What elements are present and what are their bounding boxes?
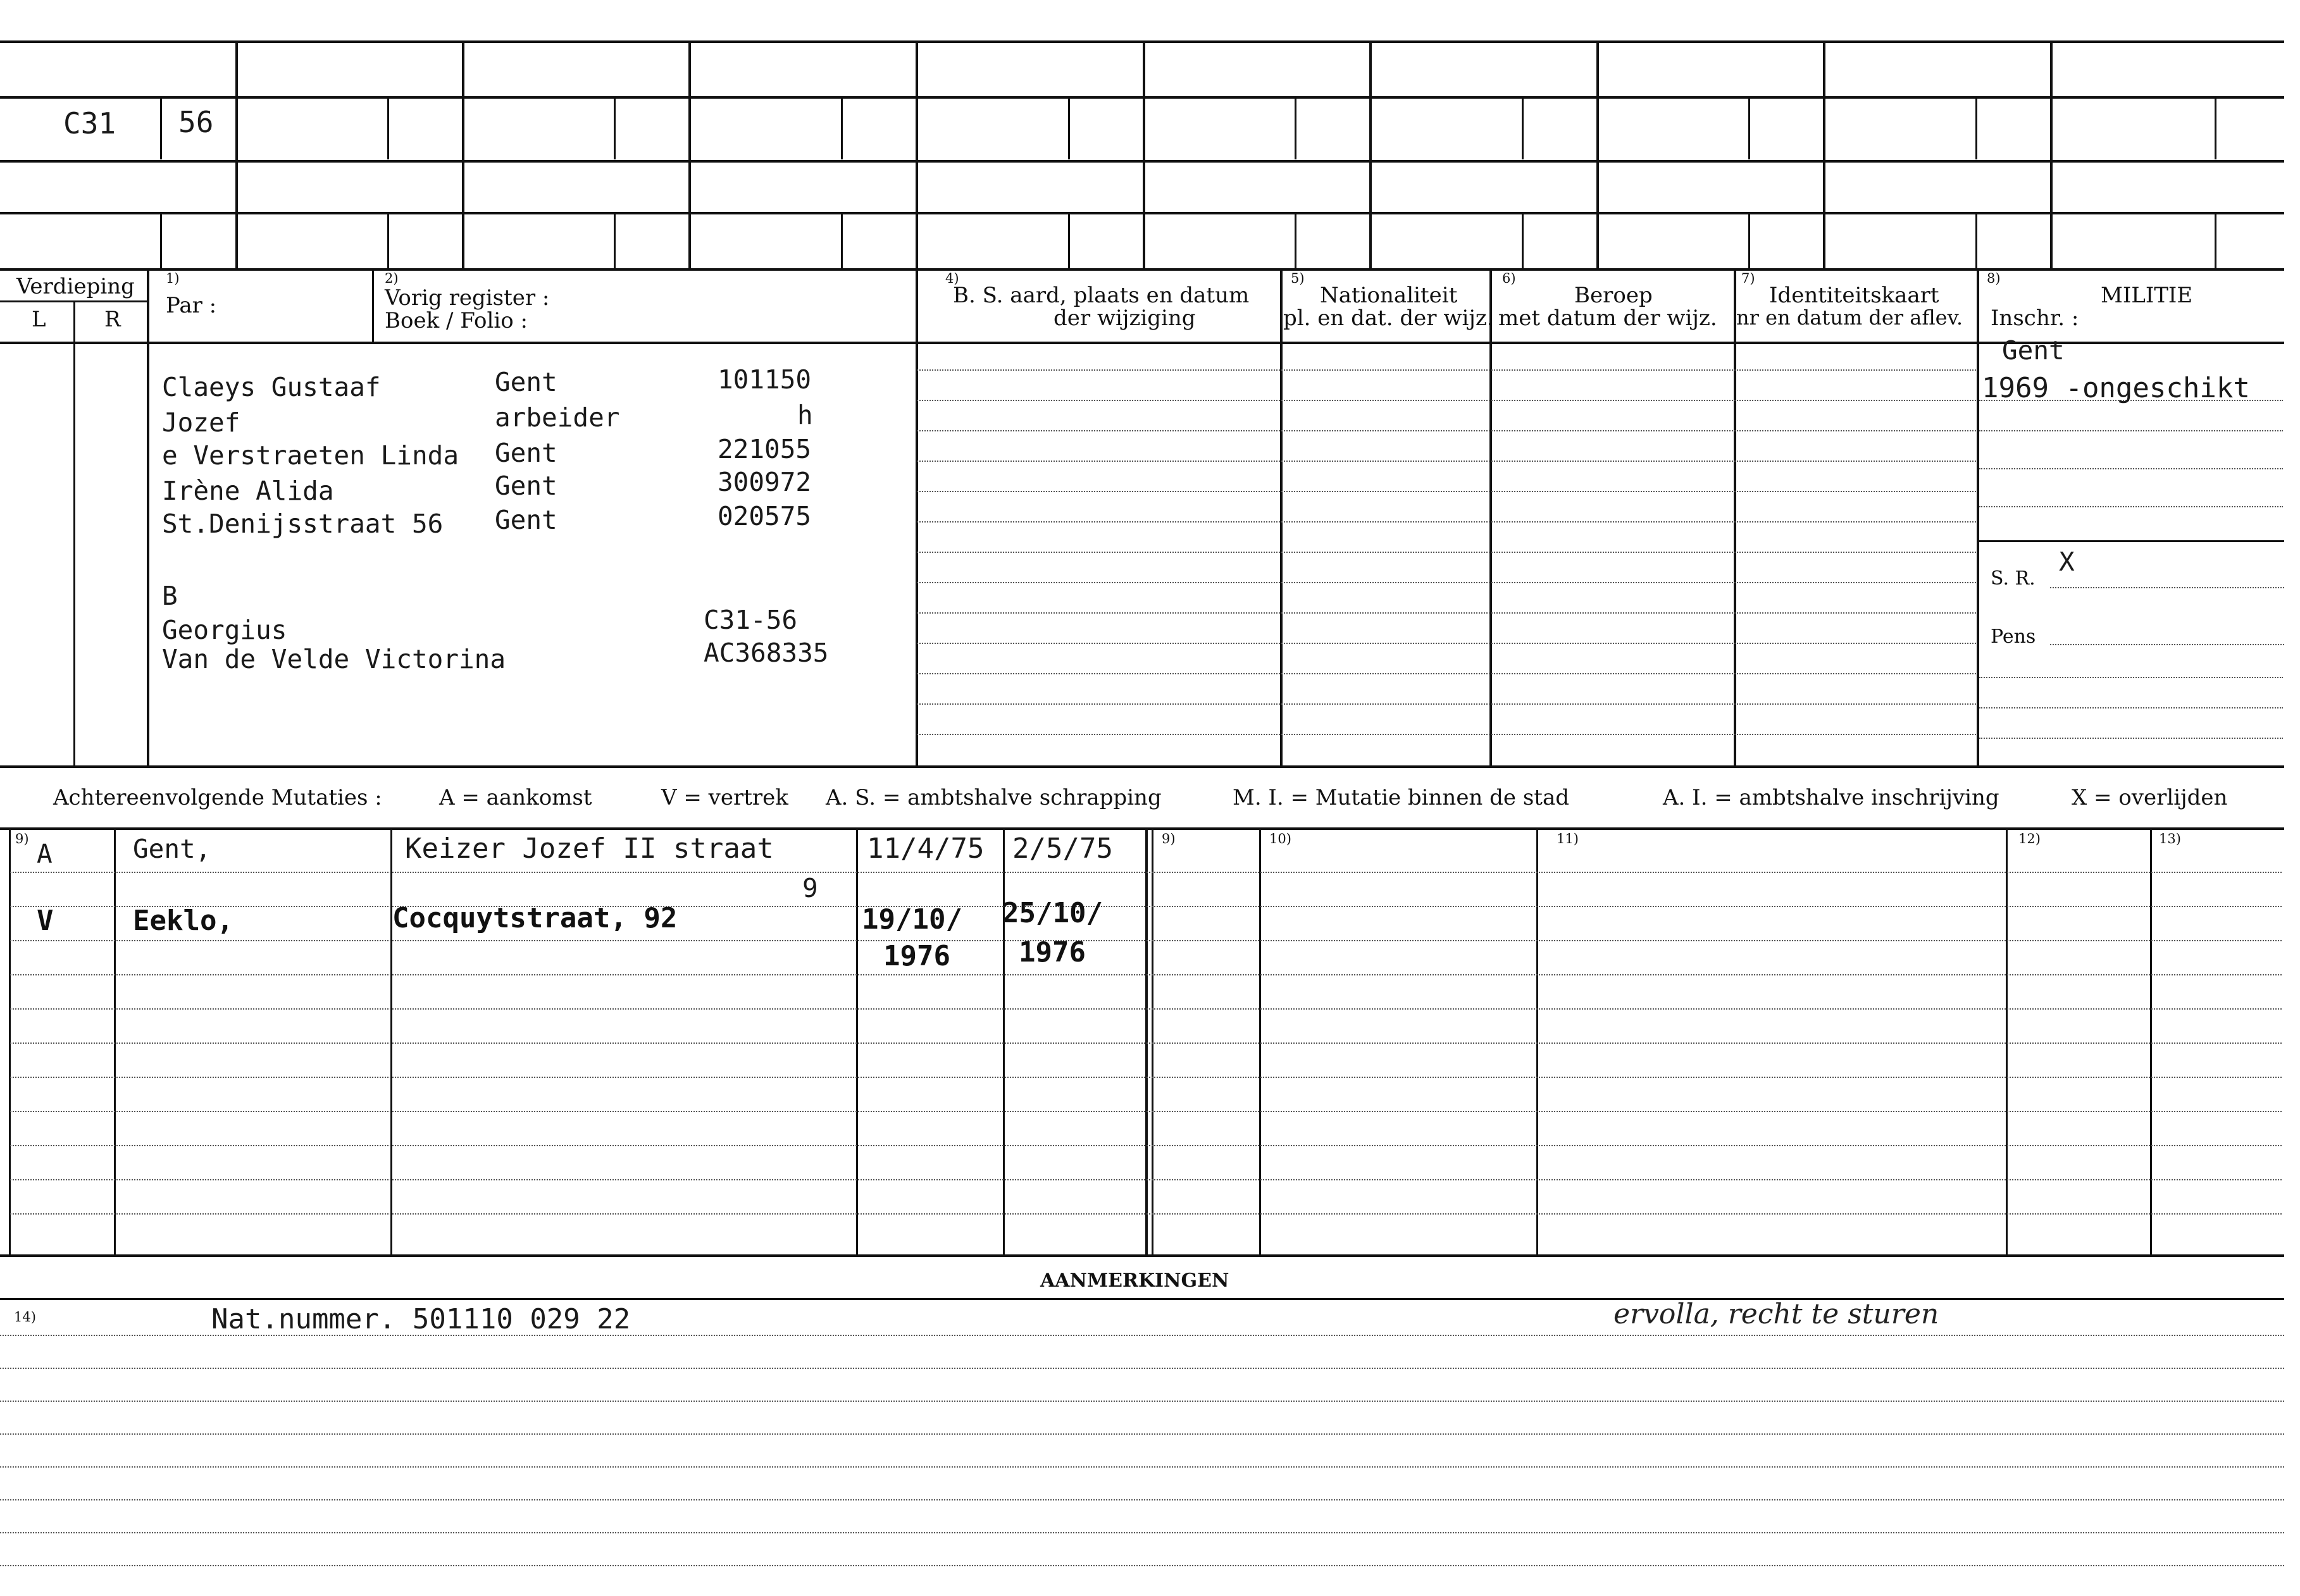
inschr-label: Inschr. : [1991, 306, 2079, 331]
person-place: Gent [495, 438, 557, 468]
person-code: 300972 [718, 467, 812, 497]
mutation-city: Gent, [133, 834, 211, 864]
mutation-date-2: 2/5/75 [1012, 832, 1113, 865]
person-code: 221055 [718, 434, 812, 464]
verdieping-label: Verdieping [16, 274, 135, 299]
beroep-header-2: met datum der wijz. [1498, 306, 1717, 331]
col-12-marker: 12) [2018, 831, 2041, 846]
person-code: 101150 [718, 364, 812, 395]
person-name: Irène Alida [162, 476, 334, 506]
person-place: Gent [495, 471, 557, 501]
nationaliteit-header-2: pl. en dat. der wijz. [1283, 306, 1494, 331]
mother-code: AC368335 [704, 638, 829, 668]
person-name: e Verstraeten Linda [162, 440, 459, 471]
legend-ambtshalve-inschrijving: A. I. = ambtshalve inschrijving [1663, 785, 1999, 810]
person-code: h [797, 400, 813, 430]
pens-label: Pens [1991, 626, 2036, 648]
person-name: St.Denijsstraat 56 [162, 509, 444, 539]
footnote-4: 4) [945, 271, 959, 286]
bs-header-2: der wijziging [1054, 306, 1196, 331]
footnote-8: 8) [1987, 271, 2001, 286]
left-label: L [32, 307, 46, 332]
militie-header: MILITIE [2101, 283, 2193, 308]
father-code: C31-56 [704, 605, 798, 635]
militie-status: 1969 -ongeschikt [1982, 372, 2250, 404]
legend-title: Achtereenvolgende Mutaties : [53, 785, 382, 810]
footnote-1: 1) [166, 271, 180, 286]
beroep-header: Beroep [1574, 283, 1653, 308]
mutation-date-2-year: 1976 [1019, 936, 1086, 968]
mutation-type: A [37, 839, 53, 869]
legend-departure: V = vertrek [661, 785, 788, 810]
house-number: 56 [178, 105, 214, 139]
footnote-7: 7) [1741, 271, 1755, 286]
handwritten-note: ervolla, recht te sturen [1613, 1298, 1939, 1330]
footnote-5: 5) [1291, 271, 1305, 286]
militie-place: Gent [2002, 335, 2065, 366]
parents-mark: B [162, 581, 178, 611]
col-10-marker: 10) [1269, 831, 1291, 846]
sr-mark: X [2059, 547, 2075, 577]
vorig-register-label: Vorig register : [385, 285, 550, 311]
person-name: Jozef [162, 407, 240, 438]
legend-arrival: A = aankomst [439, 785, 592, 810]
person-place: Gent [495, 367, 557, 397]
col-9b-marker: 9) [1162, 831, 1176, 846]
col-11-marker: 11) [1557, 831, 1579, 846]
col-9-marker: 9) [15, 831, 29, 846]
district-code: C31 [63, 106, 116, 140]
mutation-street: Cocquytstraat, 92 [392, 902, 678, 934]
identiteitskaart-header: Identiteitskaart [1769, 283, 1939, 308]
person-place: arbeider [495, 402, 620, 433]
nationaliteit-header: Nationaliteit [1320, 283, 1458, 308]
mutation-street: Keizer Jozef II straat [405, 832, 774, 865]
legend-ambtshalve-schrapping: A. S. = ambtshalve schrapping [826, 785, 1162, 810]
remarks-title: AANMERKINGEN [1040, 1270, 1229, 1292]
par-label: Par : [166, 293, 217, 318]
person-name: Claeys Gustaaf [162, 372, 381, 402]
mutation-city: Eeklo, [133, 905, 233, 937]
remarks-marker: 14) [14, 1309, 36, 1325]
mutation-type: V [37, 905, 54, 937]
legend-mutatie: M. I. = Mutatie binnen de stad [1233, 785, 1569, 810]
mutation-date-2: 25/10/ [1002, 897, 1103, 929]
person-code: 020575 [718, 501, 812, 531]
boek-folio-label: Boek / Folio : [385, 308, 528, 333]
sr-label: S. R. [1991, 567, 2036, 590]
mutation-date-1: 11/4/75 [867, 832, 985, 865]
mother-name: Van de Velde Victorina [162, 644, 506, 674]
father-name: Georgius [162, 615, 287, 645]
legend-death: X = overlijden [2072, 785, 2228, 810]
identiteitskaart-header-2: nr en datum der aflev. [1736, 306, 1963, 330]
national-number: Nat.nummer. 501110 029 22 [211, 1303, 631, 1335]
col-13-marker: 13) [2159, 831, 2181, 846]
footnote-2: 2) [385, 271, 399, 286]
person-place: Gent [495, 505, 557, 535]
mutation-date-1: 19/10/ [862, 903, 962, 936]
right-label: R [104, 307, 121, 332]
bs-header: B. S. aard, plaats en datum [953, 283, 1250, 308]
footnote-6: 6) [1502, 271, 1516, 286]
mutation-date-1-year: 1976 [883, 940, 950, 972]
mutation-house-number: 9 [802, 873, 818, 903]
